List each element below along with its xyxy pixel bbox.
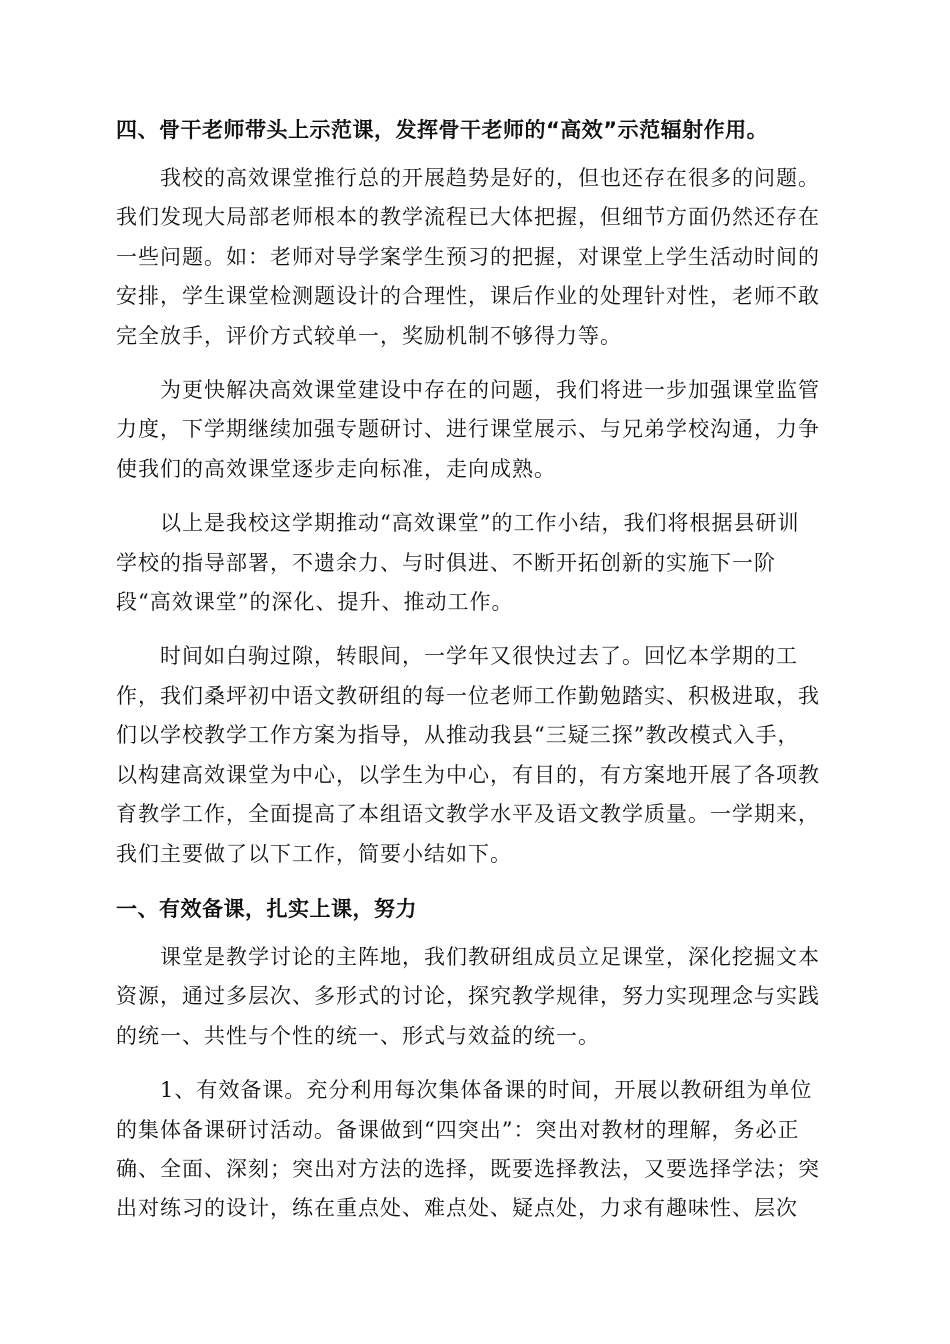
paragraph-summary bbox=[116, 504, 832, 622]
text-line: 段“高效课堂”的深化、提升、推动工作。 bbox=[116, 590, 514, 615]
text-line: 的统一、共性与个性的统一、形式与效益的统一。 bbox=[116, 1023, 600, 1048]
text-line: 资源，通过多层次、多形式的讨论，探究教学规律，努力实现理念与实践 bbox=[116, 984, 820, 1009]
text-line: 力度，下学期继续加强专题研讨、进行课堂展示、与兄弟学校沟通，力争 bbox=[116, 417, 820, 442]
text-line: 的集体备课研讨活动。备课做到“四突出”：突出对教材的理解，务必正 bbox=[116, 1117, 800, 1142]
text-line: 我们主要做了以下工作，简要小结如下。 bbox=[116, 841, 512, 866]
section-heading-one: 一、有效备课，扎实上课，努力 bbox=[116, 896, 417, 921]
text-line: 我们发现大局部老师根本的教学流程已大体把握，但细节方面仍然还存在 bbox=[116, 205, 820, 230]
text-line: 学校的指导部署，不遗余力、与时俱进、不断开拓创新的实施下一阶 bbox=[116, 550, 776, 575]
paragraph-classroom bbox=[116, 938, 832, 1056]
text-line: 出对练习的设计，练在重点处、难点处、疑点处，力求有趣味性、层次 bbox=[116, 1196, 798, 1221]
text-line: 育教学工作，全面提高了本组语文教学水平及语文教学质量。一学期来， bbox=[116, 802, 820, 827]
text-line: 确、全面、深刻；突出对方法的选择，既要选择教法，又要选择学法；突 bbox=[116, 1156, 820, 1181]
text-line: 1、有效备课。充分利用每次集体备课的时间，开展以教研组为单位 bbox=[160, 1078, 813, 1103]
text-line: 以上是我校这学期推动“高效课堂”的工作小结，我们将根据县研训 bbox=[160, 511, 800, 536]
text-line: 时间如白驹过隙，转眼间，一学年又很快过去了。回忆本学期的工 bbox=[160, 644, 798, 669]
paragraph-solutions bbox=[116, 371, 832, 489]
text-line: 安排，学生课堂检测题设计的合理性，课后作业的处理针对性，老师不敢 bbox=[116, 284, 820, 309]
paragraph-lesson-prep bbox=[116, 1071, 832, 1229]
text-line: 我校的高效课堂推行总的开展趋势是好的，但也还存在很多的问题。 bbox=[160, 166, 820, 190]
text-line: 完全放手，评价方式较单一，奖励机制不够得力等。 bbox=[116, 323, 622, 348]
section-heading-four: 四、骨干老师带头上示范课，发挥骨干老师的“高效”示范辐射作用。 bbox=[116, 118, 769, 142]
text-line: 作，我们桑坪初中语文教研组的每一位老师工作勤勉踏实、积极进取，我 bbox=[116, 683, 820, 708]
text-line: 课堂是教学讨论的主阵地，我们教研组成员立足课堂，深化挖掘文本 bbox=[160, 944, 820, 969]
document-page bbox=[116, 110, 832, 1244]
text-line: 使我们的高效课堂逐步走向标准，走向成熟。 bbox=[116, 456, 556, 481]
text-line: 一些问题。如：老师对导学案学生预习的把握，对课堂上学生活动时间的 bbox=[116, 244, 820, 269]
text-line: 以构建高效课堂为中心，以学生为中心，有目的，有方案地开展了各项教 bbox=[116, 762, 820, 787]
text-line: 为更快解决高效课堂建设中存在的问题，我们将进一步加强课堂监管 bbox=[160, 378, 820, 403]
text-line: 们以学校教学工作方案为指导，从推动我县“三疑三探”教改模式入手， bbox=[116, 723, 800, 748]
paragraph-problems bbox=[116, 159, 832, 356]
paragraph-semester-review bbox=[116, 637, 832, 873]
